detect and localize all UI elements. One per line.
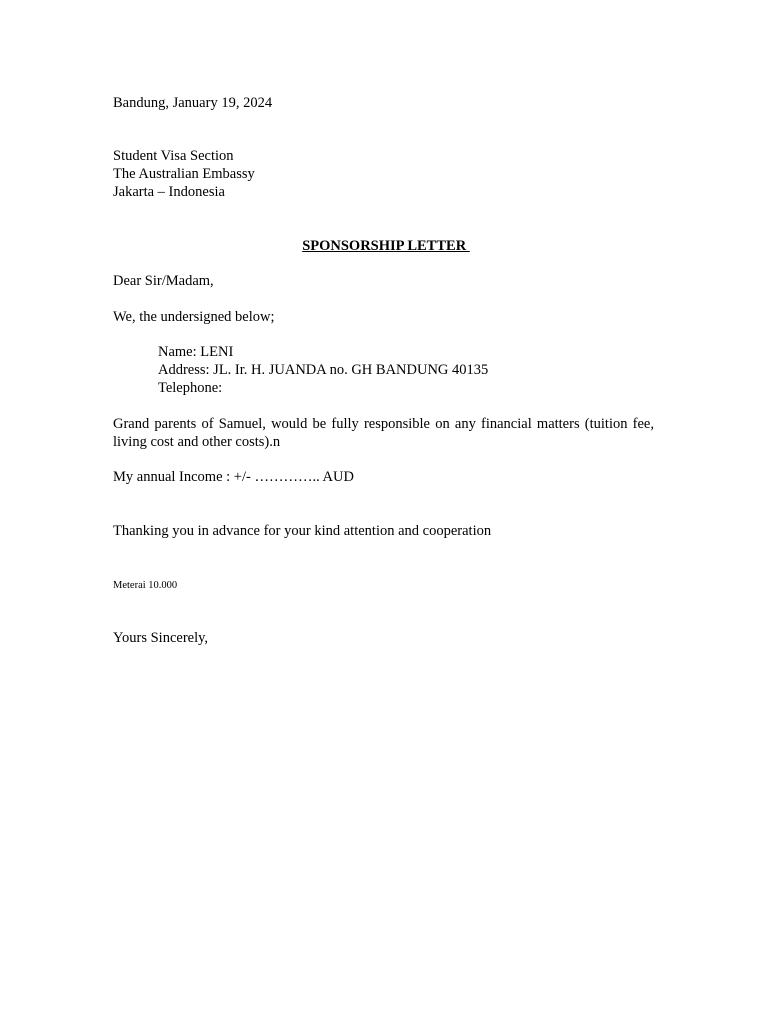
responsibility-paragraph: Grand parents of Samuel, would be fully responsible on any financial matters (tuition fee, living cost and other costs).n [113, 416, 654, 450]
recipient-line-3: Jakarta – Indonesia [113, 184, 225, 200]
income-line: My annual Income : +/- ………….. AUD [113, 469, 354, 485]
sponsor-name: Name: LENI [158, 344, 234, 360]
sponsor-telephone: Telephone: [158, 380, 223, 396]
intro-line: We, the undersigned below; [113, 309, 275, 325]
letter-title: SPONSORSHIP LETTER [302, 238, 470, 254]
sponsor-address: Address: JL. Ir. H. JUANDA no. GH BANDUNG 40135 [158, 362, 489, 378]
salutation: Dear Sir/Madam, [113, 273, 214, 289]
stamp-note: Meterai 10.000 [113, 580, 178, 591]
recipient-line-2: The Australian Embassy [113, 166, 255, 182]
recipient-line-1: Student Visa Section [113, 148, 234, 164]
date-line: Bandung, January 19, 2024 [113, 95, 273, 111]
thanks-line: Thanking you in advance for your kind attention and cooperation [113, 523, 492, 539]
closing-line: Yours Sincerely, [113, 630, 209, 646]
